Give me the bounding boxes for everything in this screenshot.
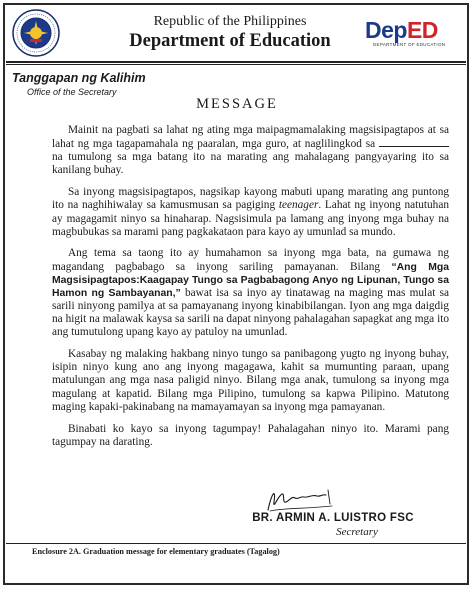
paragraph-3-start: Ang tema sa taong ito ay humahamon sa inyong mga bata, na gumawa ng magandang pagbabago sa inyong sariling pamayanan. Bilang: [52, 247, 449, 273]
header-divider: [6, 61, 466, 63]
office-name-english: Office of the Secretary: [27, 87, 117, 97]
header-divider-thin: [6, 64, 466, 65]
deped-logo-subtext: DEPARTMENT OF EDUCATION: [373, 42, 446, 47]
signatory-name: BR. ARMIN A. LUISTRO FSC: [252, 512, 414, 524]
paragraph-1: [52, 124, 449, 178]
republic-heading: Republic of the Philippines: [153, 14, 307, 29]
deped-logo-dep: Dep: [365, 17, 407, 43]
page-title: MESSAGE: [196, 96, 278, 112]
theme-text: “Ang Mga Magsisipagtapos:Kaagapay Tungo sa Pagbabagong Anyo ng Lipunan, Tungo sa Hamon ng Sambayanan,”: [52, 261, 450, 299]
paragraph-3-end: bawat isa sa inyo ay tinatawag na maging mas mulat sa sarili ninyong pamilya at sa pamayanang inyong kinabibilangan. Iyon ang mga daigdig na higit na malawak kaysa sa sarili na dapat ninyong pahalagahan sapagkat ang mga ito ang tumutulong upang kayo ay patuloy na umunlad.: [52, 286, 450, 339]
paragraph-2-start: Sa inyong magsisipagtapos, nagsikap kayong mabuti upang marating ang puntong ito na naghihiwalay sa kamusmusan sa pagiging: [52, 186, 449, 212]
letterhead: [120, 14, 340, 52]
paragraph-2-end: . Lahat ng inyong natutuhan ay magagamit ninyo sa hinaharap. Nagsisimula pa lamang ang inyong mga buhay na magbubukas sa marami pang pagkakataon para kayo ay umunlad sa mundo.: [52, 199, 449, 238]
paragraph-1-start: Mainit na pagbati sa lahat ng ating mga maipagmamalaking magsisipagtapos at sa lahat ng mga tagapamahala ng paaralan, mga guro, at naglilingkod sa: [52, 124, 449, 151]
message-body: [52, 124, 449, 457]
signatory-title: Secretary: [336, 526, 378, 538]
deped-seal-icon: [12, 9, 60, 57]
deped-logo: [365, 18, 465, 50]
deped-logo-ed: ED: [406, 17, 438, 43]
office-name-filipino: Tanggapan ng Kalihim: [12, 71, 146, 85]
department-heading: Department of Education: [129, 31, 331, 51]
paragraph-4: Kasabay ng malaking hakbang ninyo tungo sa panibagong yugto ng inyong buhay, isipin ninyo kung ano ang inyong magagawa, kahit sa mumunting paraan, upang matulungan ang mga nasa paligid ninyo. Bilang mga anak, tumulong sa inyong mga magulang at kapatid. Bilang mga Pilipino, tumulong sa kapwa Pilipino. Matutong maging kapaki-pakinabang na mamayamayan sa inyong mga pamayanan.: [52, 348, 449, 413]
deped-wordmark: [365, 18, 438, 42]
enclosure-note: Enclosure 2A. Graduation message for elementary graduates (Tagalog): [32, 547, 280, 556]
paragraph-2: [52, 186, 449, 239]
paragraph-2-italic: teenager: [278, 199, 319, 212]
paragraph-5: Binabati ko kayo sa inyong tagumpay! Pahalagahan ninyo ito. Marami pang tagumpay na darating.: [52, 422, 449, 448]
footer-divider: [6, 543, 466, 544]
paragraph-1-end: na tumulong sa mga batang ito na marating ang mahalagang pangyayaring ito sa kanilang buhay.: [52, 151, 449, 177]
blank-line: [379, 137, 449, 147]
paragraph-3: [52, 247, 449, 339]
